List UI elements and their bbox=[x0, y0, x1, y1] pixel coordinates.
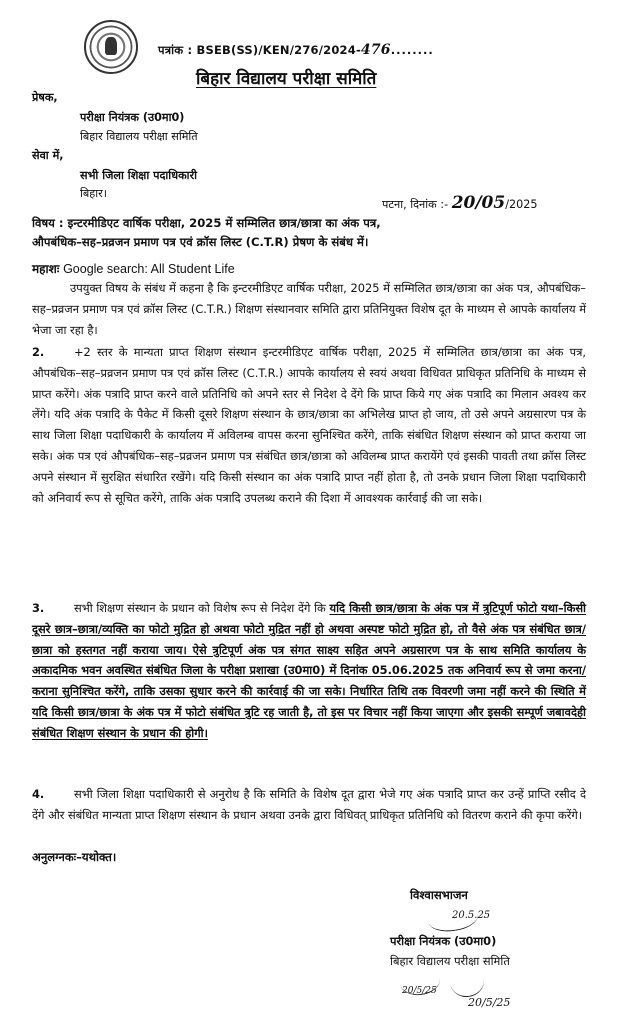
to-line1: सभी जिला शिक्षा पदाधिकारी bbox=[80, 169, 198, 182]
paragraph-3-number: 3. bbox=[32, 601, 45, 615]
overlay-watermark-text: Google search: All Student Life bbox=[63, 262, 235, 276]
reference-number bbox=[158, 42, 434, 58]
initial-date-1: 20/5/25 bbox=[402, 986, 437, 996]
subject-label: विषय : bbox=[32, 216, 64, 230]
reference-code: BSEB(SS)/KEN/276/2024- bbox=[196, 43, 361, 57]
paragraph-1 bbox=[32, 278, 586, 340]
sender-line1: परीक्षा नियंत्रक (उ0मा0) bbox=[80, 111, 185, 124]
paragraph-4 bbox=[32, 784, 586, 826]
place-date-label: पटना, दिनांक :- bbox=[382, 198, 449, 211]
closing: विश्वासभाजन bbox=[410, 888, 468, 902]
paragraph-4-text: सभी जिला शिक्षा पदाधिकारी से अनुरोध है कि समिति के विशेष दूत द्वारा भेजे गए अंक पत्रादि प्राप्त कर उन्हें प्राप्ति रसीद दे देंगे और संबंधित मान्यता प्राप्त शिक्षण संस्थान के प्रधान अथवा उनके द्वारा विधिवत् प्राधिकृत प्रतिनिधि को वितरण कराने की कृपा करेंगे। bbox=[32, 787, 586, 822]
org-heading: बिहार विद्यालय परीक्षा समिति bbox=[196, 69, 377, 89]
subject-line1: इन्टरमीडिएट वार्षिक परीक्षा, 2025 में सम्मिलित छात्र/छात्रा का अंक पत्र, bbox=[67, 216, 381, 230]
paragraph-4-number: 4. bbox=[32, 787, 45, 801]
to-line2: बिहार। bbox=[80, 187, 107, 200]
salutation-row bbox=[32, 260, 235, 277]
bseb-logo-seal bbox=[84, 20, 138, 74]
date-handwritten: 20/05 bbox=[451, 193, 506, 213]
initial-date-2: 20/5/25 bbox=[468, 996, 511, 1009]
paragraph-1-text: उपयुक्त विषय के संबंध में कहना है कि इन्टरमीडिएट वार्षिक परीक्षा, 2025 में सम्मिलित छात्र/छात्रा का अंक पत्र, औपबंधिक–सह–प्रव्रजन प्रमाण पत्र एवं क्रॉस लिस्ट (C.T.R.) शिक्षण संस्थानवार समिति द्वारा प्रतिनियुक्त विशेष दूत के माध्यम से आपके कार्यालय में भेजा जा रहा है। bbox=[32, 281, 586, 337]
signatory-org: बिहार विद्यालय परीक्षा समिति bbox=[390, 954, 510, 968]
sender-line2: बिहार विद्यालय परीक्षा समिति bbox=[80, 130, 198, 143]
subject-line2: औपबंधिक–सह–प्रव्रजन प्रमाण पत्र एवं क्रॉस लिस्ट (C.T.R) प्रेषण के संबंध में। bbox=[32, 235, 369, 249]
paragraph-2 bbox=[32, 342, 586, 508]
paragraph-2-text: +2 स्तर के मान्यता प्राप्त शिक्षण संस्थान इन्टरमीडिएट वार्षिक परीक्षा, 2025 में सम्मिलित छात्र/छात्रा का अंक पत्र, औपबंधिक–सह–प्रव्रजन प्रमाण पत्र एवं क्रॉस लिस्ट (C.T.R.) आपके कार्यालय से स्वयं अथवा विधिवत प्राधिकृत प्रतिनिधि के माध्यम से प्राप्त करेंगे। अंक पत्रादि प्राप्त करने वाले प्रतिनिधि को अपने स्तर से निदेश दे देंगे कि प्राप्त किये गए अंक पत्रादि का मिलान अवश्य कर लेंगे। यदि अंक पत्रादि के पैकेट में किसी दूसरे शिक्षण संस्थान के छात्र/छात्रा का अभिलेख प्राप्त हो जाय, तो उसे अपने अग्रसारण पत्र के साथ जिला शिक्षा पदाधिकारी के कार्यालय में अविलम्ब वापस करना सुनिश्चित करेंगे, ताकि संबंधित शिक्षण संस्थान को प्राप्त कराया जा सके। अंक पत्र एवं औपबंधिक–सह–प्रव्रजन प्रमाण पत्र संबंधित छात्र/छात्रा को अविलम्ब प्राप्त करायेंगे एवं इसकी पावती तथा क्रॉस लिस्ट अपने संस्थान में सुरक्षित संधारित रखेंगे। यदि किसी संस्थान का अंक पत्रादि प्राप्त नहीं होता है, तो उनके प्रधान जिला शिक्षा पदाधिकारी को अनिवार्य रूप से सूचित करेंगे, ताकि अंक पत्रादि उपलब्ध कराने की दिशा में आवश्यक कार्रवाई की जा सके। bbox=[32, 345, 586, 505]
sender-label: प्रेषक, bbox=[32, 91, 58, 104]
paragraph-3 bbox=[32, 598, 586, 744]
date-year: /2025 bbox=[505, 198, 538, 211]
salutation: महाशः bbox=[32, 262, 60, 276]
reference-dots: ........ bbox=[390, 43, 434, 57]
reference-handwritten-number: 476 bbox=[360, 42, 391, 58]
signatory-title: परीक्षा नियंत्रक (उ0मा0) bbox=[390, 934, 497, 948]
enclosure: अनुलग्नकः–यथोक्त। bbox=[32, 850, 117, 864]
initial-scribble-2 bbox=[448, 964, 486, 999]
signature-date-hand: 20.5.25 bbox=[452, 910, 491, 921]
paragraph-3-emphasis: यदि किसी छात्र/छात्रा के अंक पत्र में त्रुटिपूर्ण फोटो यथा–किसी दूसरे छात्र–छात्रा/व्यक्ति का फोटो मुद्रित हो अथवा फोटो मुद्रित नहीं हो अथवा अस्पष्ट फोटो मुद्रित हो, तो वैसे अंक पत्र संबंधित छात्र/छात्रा को हस्तगत नहीं कराया जाय। ऐसे त्रुटिपूर्ण अंक पत्र संगत साक्ष्य सहित अपने अग्रसारण पत्र के साथ समिति कार्यालय के अकादमिक भवन अवस्थित संबंधित जिला के परीक्षा प्रशाखा (उ0मा0) में दिनांक 05.06.2025 तक अनिवार्य रूप से जमा करना/कराना सुनिश्चित करेंगे, ताकि उसका सुधार करने की कार्रवाई की जा सके। निर्धारित तिथि तक विवरणी जमा नहीं करने की स्थिति में यदि किसी छात्र/छात्रा के अंक पत्र में फोटो संबंधित त्रुटि रह जाती है, तो इस पर विचार नहीं किया जाएगा और इसकी सम्पूर्ण जबावदेही संबंधित शिक्षण संस्थान के प्रधान की होगी। bbox=[32, 601, 586, 740]
reference-label: पत्रांक : bbox=[158, 43, 193, 57]
paragraph-2-number: 2. bbox=[32, 345, 45, 359]
to-label: सेवा में, bbox=[32, 149, 64, 162]
subject-block bbox=[32, 214, 592, 252]
paragraph-3-text: सभी शिक्षण संस्थान के प्रधान को विशेष रूप से निदेश देंगे कि bbox=[74, 601, 326, 615]
place-date bbox=[382, 194, 537, 214]
